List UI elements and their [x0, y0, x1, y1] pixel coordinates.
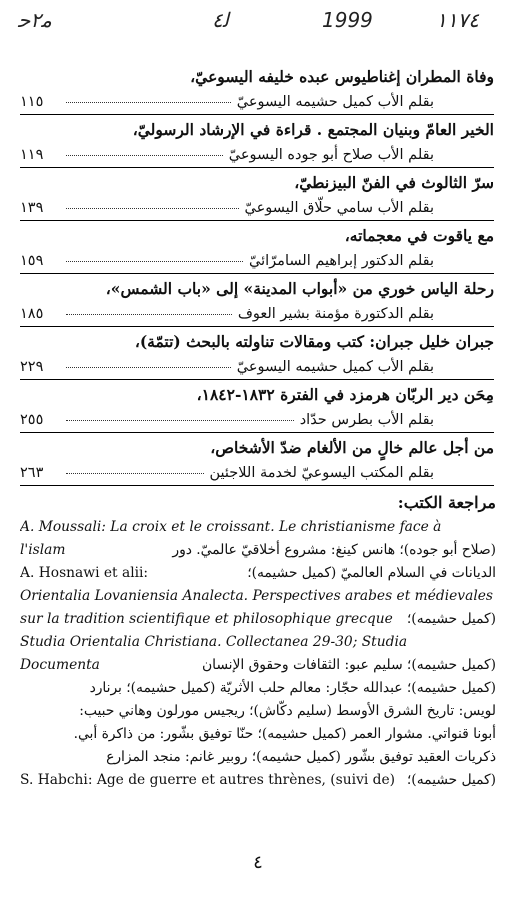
- book-reviews-heading: مراجعة الكتب:: [397, 493, 496, 512]
- toc-entry-page: ١١٩: [20, 147, 44, 163]
- toc-entry-author: بقلم الدكتور إبراهيم السامرّائيّ: [249, 253, 434, 269]
- toc-entry-author-row: [20, 249, 494, 274]
- toc-entry-author-row: [20, 302, 494, 327]
- toc-entry-title: مِحَن دير الربّان هرمزد في الفترة ١٨٣٢-١٨٤٢،: [196, 385, 494, 404]
- review-line: (كميل حشيمه)؛ عبدالله حجّار: معالم حلب الأثريّة (كميل حشيمه)؛ برنارد: [89, 680, 496, 696]
- toc-entry-title: وفاة المطران إغناطيوس عبده خليفه اليسوعيّ،: [190, 67, 494, 86]
- toc-entry-author-row: [20, 143, 494, 168]
- review-line: لويس: تاريخ الشرق الأوسط (سليم دكّاش)؛ ريجيس مورلون وهاني حبيب:: [79, 703, 496, 719]
- toc-entry-page: ١٣٩: [20, 200, 44, 216]
- review-line: A. Hosnawi et alii: الديانات في السلام العالميّ (كميل حشيمه)؛: [20, 565, 496, 581]
- dot-leader: [66, 420, 294, 421]
- dot-leader: [66, 102, 231, 103]
- handwritten-note-right: ١١٧٤: [436, 8, 479, 32]
- toc-entry-author-row: [20, 408, 494, 433]
- toc-entry-page: ٢٦٣: [20, 465, 44, 481]
- dot-leader: [66, 367, 231, 368]
- review-line: A. Moussali: La croix et le croissant. Le christianisme face à: [20, 519, 442, 535]
- toc-entry-author: بقلم الدكتورة مؤمنة بشير العوف: [237, 306, 434, 322]
- toc-entry-author-row: [20, 90, 494, 115]
- dot-leader: [66, 155, 223, 156]
- review-line: Orientalia Lovaniensia Analecta. Perspectives arabes et médievales: [20, 588, 493, 604]
- toc-entry-title: رحلة الياس خوري من «أبواب المدينة» إلى «باب الشمس»،: [105, 279, 494, 298]
- toc-entry-page: ٢٢٩: [20, 359, 44, 375]
- toc-entry-title: سرّ الثالوث في الفنّ البيزنطيّ،: [294, 173, 494, 192]
- toc-entry-title: مع ياقوت في معجماته،: [344, 226, 494, 245]
- toc-entry-page: ١٥٩: [20, 253, 44, 269]
- toc-entry-title: الخير العامّ وبنيان المجتمع . قراءة في الإرشاد الرسوليّ،: [132, 120, 494, 139]
- dot-leader: [66, 473, 204, 474]
- toc-entry-page: ٢٥٥: [20, 412, 44, 428]
- toc-entry-author: بقلم الأب سامي حلّاق اليسوعيّ: [244, 200, 434, 216]
- toc-entry-author: بقلم المكتب اليسوعيّ لخدمة اللاجئين: [209, 465, 434, 481]
- handwritten-year: 1999: [322, 8, 373, 32]
- toc-entry-author: بقلم الأب كميل حشيمه اليسوعيّ: [236, 94, 434, 110]
- review-line: Documenta (كميل حشيمه)؛ سليم عبو: الثقافات وحقوق الإنسان: [20, 657, 496, 673]
- toc-entry-page: ١١٥: [20, 94, 44, 110]
- toc-entry-author-row: [20, 461, 494, 486]
- toc-entry-title: جبران خليل جبران: كتب ومقالات تناولته بالبحث (تتمّة)،: [134, 332, 494, 351]
- toc-entry-author-row: [20, 355, 494, 380]
- page-number: ٤: [253, 852, 263, 873]
- review-line: Studia Orientalia Christiana. Collectanea 29-30; Studia: [20, 634, 408, 650]
- review-line: أبونا قنواتي. مشوار العمر (كميل حشيمه)؛ حنّا توفيق بشّور: من ذاكرة أبي.: [73, 726, 496, 742]
- table-of-contents: [20, 64, 494, 488]
- book-reviews-section: [20, 490, 496, 792]
- dot-leader: [66, 314, 232, 315]
- dot-leader: [66, 261, 243, 262]
- handwritten-note-left: ﻣ٢ﺣ: [18, 8, 52, 32]
- review-line: S. Habchi: Age de guerre et autres thrènes, (suivi de) (كميل حشيمه)؛: [20, 772, 496, 788]
- review-line: sur la tradition scientifique et philosophique grecque (كميل حشيمه)؛: [20, 611, 496, 627]
- review-line: l'islam (صلاح أبو جوده)؛ هانس كينغ: مشروع أخلاقيّ عالميّ. دور: [20, 542, 496, 558]
- handwritten-note-center: ﻟ٤: [212, 8, 229, 32]
- toc-entry-author: بقلم الأب بطرس حدّاد: [299, 412, 434, 428]
- toc-entry-page: ١٨٥: [20, 306, 44, 322]
- toc-entry-title: من أجل عالم خالٍ من الألغام ضدّ الأشخاص،: [210, 438, 494, 457]
- toc-entry-author: بقلم الأب كميل حشيمه اليسوعيّ: [236, 359, 434, 375]
- toc-entry-author-row: [20, 196, 494, 221]
- review-line: ذكريات العقيد توفيق بشّور (كميل حشيمه)؛ روبير غانم: منجد المزارع: [106, 749, 496, 765]
- dot-leader: [66, 208, 239, 209]
- toc-entry-author: بقلم الأب صلاح أبو جوده اليسوعيّ: [228, 147, 434, 163]
